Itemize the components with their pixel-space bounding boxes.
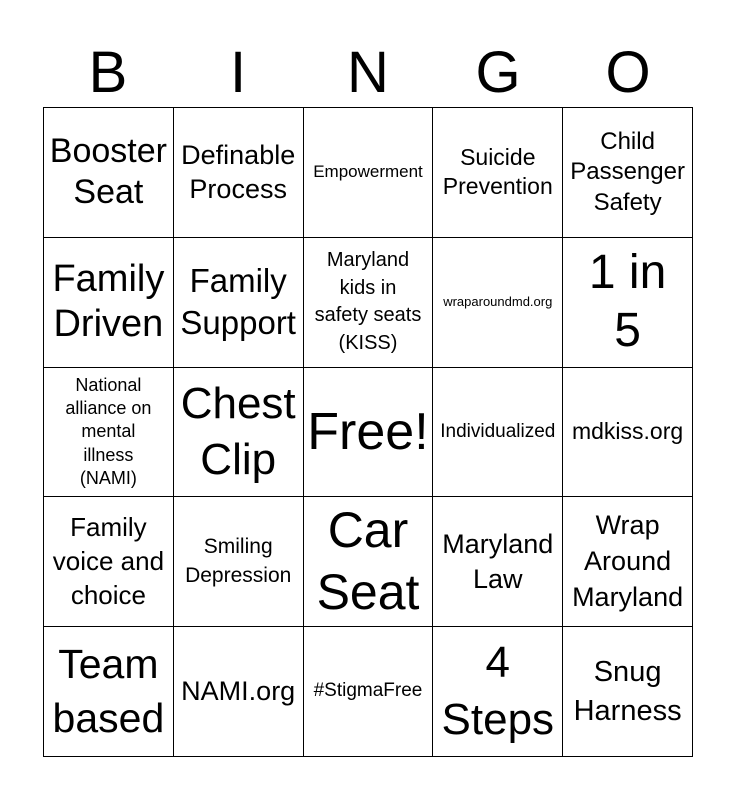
bingo-cell-label: Chest Clip <box>180 378 296 484</box>
bingo-cell-b-2[interactable] <box>44 238 174 368</box>
bingo-cell-b-1[interactable] <box>44 108 174 238</box>
bingo-cell-i-2[interactable] <box>174 238 304 368</box>
bingo-cell-g-2[interactable] <box>433 238 563 368</box>
bingo-cell-b-4[interactable] <box>44 497 174 627</box>
bingo-cell-label: 1 in 5 <box>588 245 667 358</box>
header-letter-g: G <box>475 40 521 105</box>
bingo-cell-n-3[interactable] <box>304 368 434 498</box>
bingo-cell-label: Family Support <box>180 262 296 342</box>
bingo-cell-b-5[interactable] <box>44 627 174 757</box>
bingo-card-grid <box>43 107 693 757</box>
bingo-cell-i-4[interactable] <box>174 497 304 627</box>
bingo-cell-label: National alliance on mental illness (NAMI) <box>65 374 152 489</box>
bingo-cell-g-1[interactable] <box>433 108 563 238</box>
bingo-cell-label: Car Seat <box>316 502 420 620</box>
bingo-cell-n-4[interactable] <box>304 497 434 627</box>
bingo-cell-o-3[interactable] <box>563 368 693 498</box>
bingo-header <box>43 40 693 106</box>
bingo-cell-label: Team based <box>52 641 165 741</box>
bingo-cell-g-5[interactable] <box>433 627 563 757</box>
bingo-cell-label: Maryland Law <box>442 528 554 594</box>
bingo-cell-label: 4 Steps <box>441 638 555 744</box>
bingo-cell-label: Booster Seat <box>49 131 167 212</box>
bingo-cell-label: #StigmaFree <box>313 680 423 702</box>
bingo-cell-label: Snug Harness <box>573 656 682 727</box>
bingo-cell-g-4[interactable] <box>433 497 563 627</box>
bingo-cell-o-2[interactable] <box>563 238 693 368</box>
header-letter-o: O <box>605 40 651 105</box>
bingo-cell-label: Definable Process <box>181 139 296 205</box>
bingo-cell-label: Maryland kids in safety seats (KISS) <box>314 249 422 354</box>
header-letter-i: I <box>229 40 247 105</box>
header-letter-n: N <box>347 40 389 105</box>
bingo-cell-label: Free! <box>307 402 429 461</box>
bingo-cell-o-5[interactable] <box>563 627 693 757</box>
bingo-cell-i-3[interactable] <box>174 368 304 498</box>
bingo-cell-label: Child Passenger Safety <box>570 128 685 216</box>
bingo-cell-b-3[interactable] <box>44 368 174 498</box>
bingo-cell-label: Empowerment <box>313 162 423 182</box>
bingo-cell-o-1[interactable] <box>563 108 693 238</box>
bingo-cell-n-5[interactable] <box>304 627 434 757</box>
bingo-cell-label: mdkiss.org <box>571 418 684 445</box>
bingo-cell-label: Suicide Prevention <box>442 143 553 200</box>
bingo-cell-o-4[interactable] <box>563 497 693 627</box>
bingo-cell-i-5[interactable] <box>174 627 304 757</box>
bingo-cell-label: Individualized <box>440 420 556 442</box>
bingo-cell-label: wraparoundmd.org <box>443 294 553 310</box>
bingo-cell-g-3[interactable] <box>433 368 563 498</box>
bingo-cell-n-1[interactable] <box>304 108 434 238</box>
bingo-cell-n-2[interactable] <box>304 238 434 368</box>
bingo-cell-label: Family Driven <box>52 257 165 346</box>
header-letter-b: B <box>88 40 128 105</box>
bingo-cell-label: Smiling Depression <box>185 535 292 587</box>
bingo-cell-label: Family voice and choice <box>52 512 165 610</box>
bingo-cell-label: Wrap Around Maryland <box>572 509 684 612</box>
bingo-cell-label: NAMI.org <box>181 676 296 707</box>
bingo-cell-i-1[interactable] <box>174 108 304 238</box>
